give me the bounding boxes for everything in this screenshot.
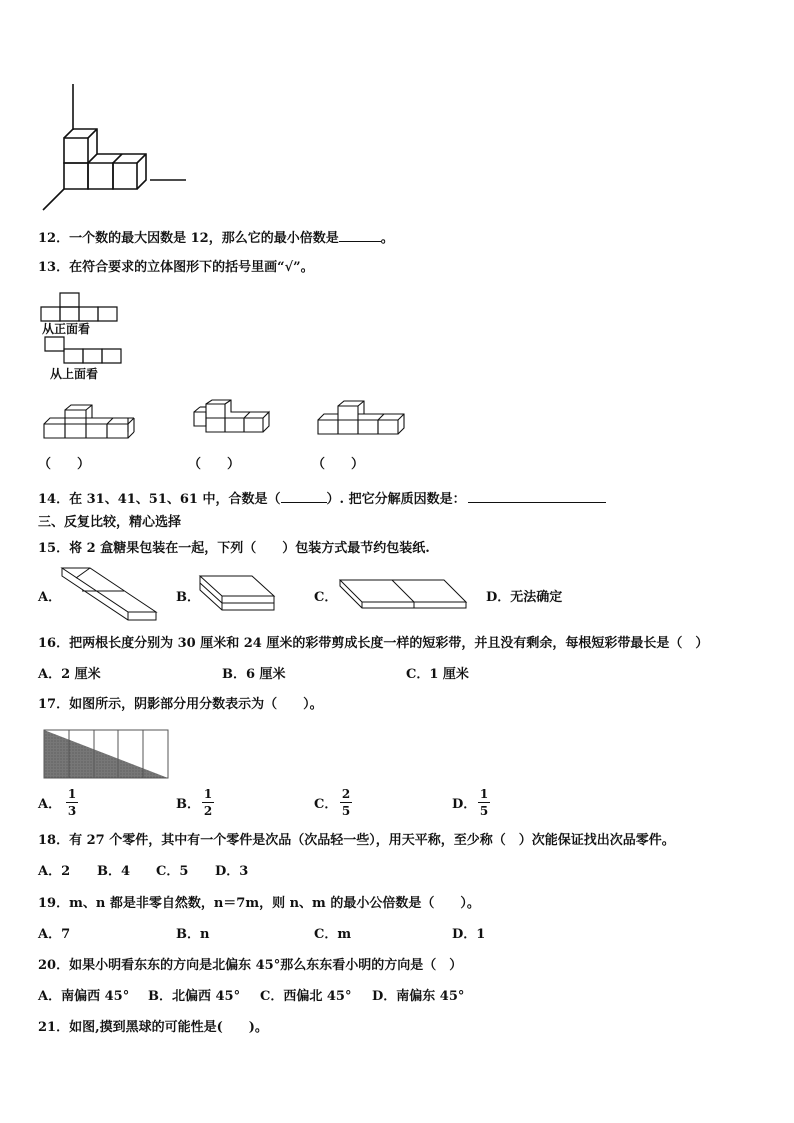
q20-option-a[interactable]: A．南偏西 45° [38, 989, 130, 1004]
q17-option-d[interactable]: D． [452, 797, 477, 812]
q18-option-a[interactable]: A．2 [38, 864, 71, 879]
cube-axis-figure [38, 82, 198, 217]
question-12: 12．一个数的最大因数是 12，那么它的最小倍数是 。 [38, 231, 394, 246]
fraction-one-fifth: 1 5 [479, 787, 489, 818]
q19-option-d[interactable]: D．1 [452, 927, 486, 942]
question-17: 17．如图所示，阴影部分用分数表示为（ ）。 [38, 697, 323, 712]
top-view-diagram [44, 336, 124, 366]
q17-option-c[interactable]: C． [314, 797, 338, 812]
question-14: 14．在 31、41、51、61 中，合数是（ ）. 把它分解质因数是： [38, 490, 606, 508]
question-21: 21．如图,摸到黑球的可能性是( )。 [38, 1020, 268, 1035]
bracket-option-1[interactable]: （ ） [38, 457, 91, 472]
q19-option-a[interactable]: A．7 [38, 927, 71, 942]
q20-option-d[interactable]: D．南偏东 45° [372, 989, 465, 1004]
front-view-diagram [40, 292, 120, 322]
q16-option-c[interactable]: C．1 厘米 [406, 667, 469, 682]
package-b-figure [198, 574, 278, 616]
solid-option-2 [192, 400, 272, 436]
q18-option-b[interactable]: B．4 [97, 864, 131, 879]
question-15: 15．将 2 盒糖果包装在一起，下列（ ）包装方式最节约包装纸. [38, 541, 430, 556]
q18-option-c[interactable]: C．5 [156, 864, 189, 879]
solid-option-1 [42, 404, 134, 440]
q19-option-b[interactable]: B．n [176, 927, 210, 942]
question-20: 20．如果小明看东东的方向是北偏东 45°那么东东看小明的方向是（ ） [38, 958, 463, 973]
q15-option-c[interactable]: C． [314, 590, 338, 605]
q18-option-d[interactable]: D．3 [215, 864, 249, 879]
top-view-label: 从上面看 [50, 367, 99, 381]
question-19: 19．m、n 都是非零自然数，n＝7m，则 n、m 的最小公倍数是（ ）。 [38, 896, 480, 911]
q15-option-d[interactable]: D．无法确定 [486, 590, 563, 605]
q16-option-b[interactable]: B．6 厘米 [222, 667, 286, 682]
q20-option-c[interactable]: C．西偏北 45° [260, 989, 352, 1004]
bracket-option-3[interactable]: （ ） [312, 457, 365, 472]
package-c-figure [338, 578, 468, 612]
q15-option-b[interactable]: B． [176, 590, 200, 605]
q15-option-a[interactable]: A． [38, 590, 62, 605]
q19-option-c[interactable]: C．m [314, 927, 352, 942]
fraction-two-fifths: 2 5 [341, 787, 351, 818]
front-view-label: 从正面看 [42, 322, 91, 336]
question-18: 18．有 27 个零件，其中有一个零件是次品（次品轻一些），用天平称，至少称（ ）次能保证找出次品零件。 [38, 833, 675, 848]
solid-option-3 [316, 401, 406, 437]
q17-option-a[interactable]: A． [38, 797, 62, 812]
package-a-figure [60, 566, 160, 622]
question-16: 16．把两根长度分别为 30 厘米和 24 厘米的彩带剪成长度一样的短彩带，并且没有剩余，每根短彩带最长是（ ） [38, 636, 709, 651]
composite-blank[interactable] [281, 490, 327, 503]
bracket-option-2[interactable]: （ ） [188, 457, 241, 472]
q17-option-b[interactable]: B． [176, 797, 200, 812]
question-13: 13．在符合要求的立体图形下的括号里画“√”。 [38, 260, 314, 275]
fraction-one-half: 1 2 [203, 787, 213, 818]
shaded-rectangle-figure [42, 728, 170, 780]
q16-option-a[interactable]: A．2 厘米 [38, 667, 101, 682]
q20-option-b[interactable]: B．北偏西 45° [148, 989, 241, 1004]
factorization-blank[interactable] [468, 490, 606, 503]
section-3-title: 三、反复比较，精心选择 [38, 515, 182, 530]
fraction-one-third: 1 3 [67, 787, 77, 818]
answer-blank[interactable] [339, 229, 381, 242]
